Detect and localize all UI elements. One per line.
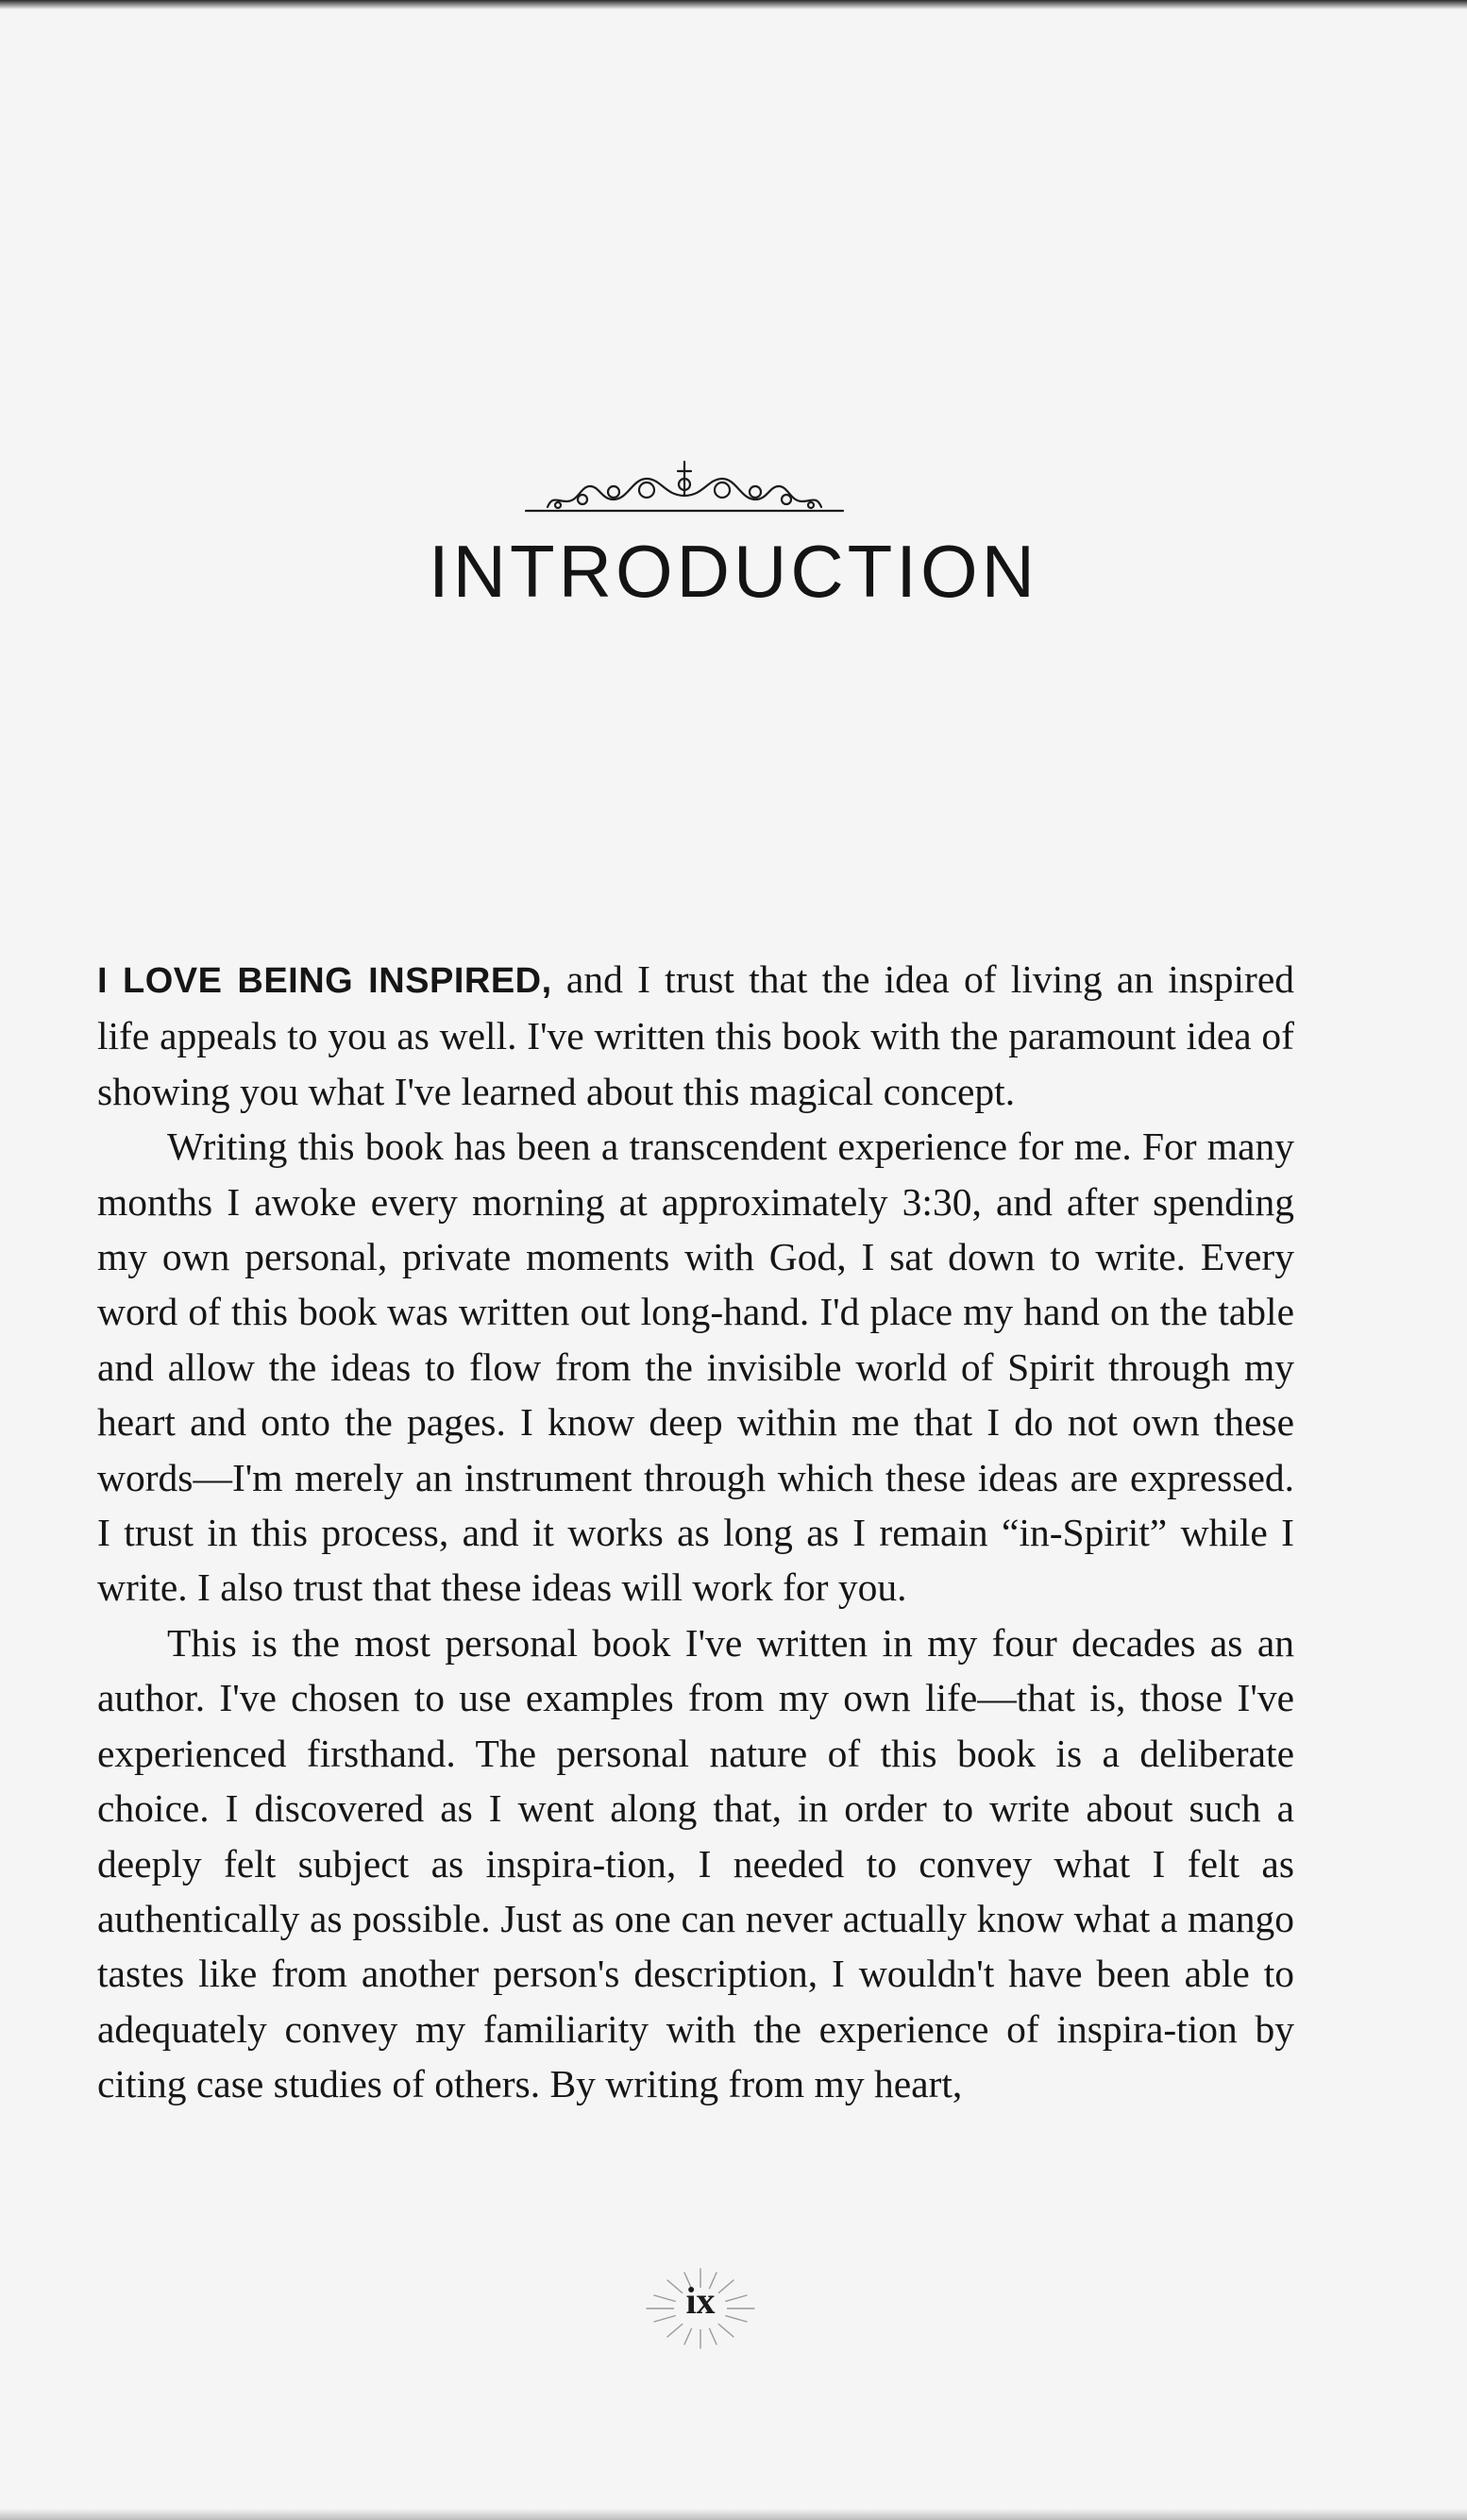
paragraph-2: Writing this book has been a transcendent experience for me. For many months I awoke every morning at approximately 3:30, and after spending my own personal, private moments with God, I sat down to write. Every word of this book was written out long-hand. I'd place my hand on the table and allow the ideas to flow from the invisible world of Spirit through my heart and onto the pages. I know deep within me that I do not own these words—I'm merely an instrument through which these ideas are expressed. I trust in this process, and it works as long as I remain “in-Spirit” while I write. I also trust that these ideas will work for you. [97, 1125, 1294, 1610]
scroll-flourish-icon [524, 458, 845, 524]
paragraph-1-text: and I trust that the idea of living an inspired life appeals to you as well. I've written this book with the paramount idea of showing you what I've learned about this magical concept. [97, 957, 1294, 1113]
paragraph-3: This is the most personal book I've written in my four decades as an author. I've chosen to use examples from my own life—that is, those I've experienced firsthand. The personal nature of this book is a deliberate choice. I discovered as I went along that, in order to write about such a deeply felt subject as inspira-tion, I needed to convey what I felt as authentically as possible. Just as one can never actually know what a mango tastes like from another person's description, I wouldn't have been able to adequately convey my familiarity with the experience of inspira-tion by citing case studies of others. By writing from my heart, [97, 1620, 1294, 2106]
lead-in: I LOVE BEING INSPIRED, [97, 961, 552, 1001]
page-edge-bottom [0, 2509, 1467, 2520]
paragraph-1 [97, 952, 1294, 1119]
page-number: ix [685, 2279, 716, 2322]
page-edge-shadow [0, 0, 1467, 9]
chapter-title: INTRODUCTION [429, 530, 1038, 613]
body-text [97, 952, 1294, 2112]
page-folio [639, 2261, 762, 2356]
